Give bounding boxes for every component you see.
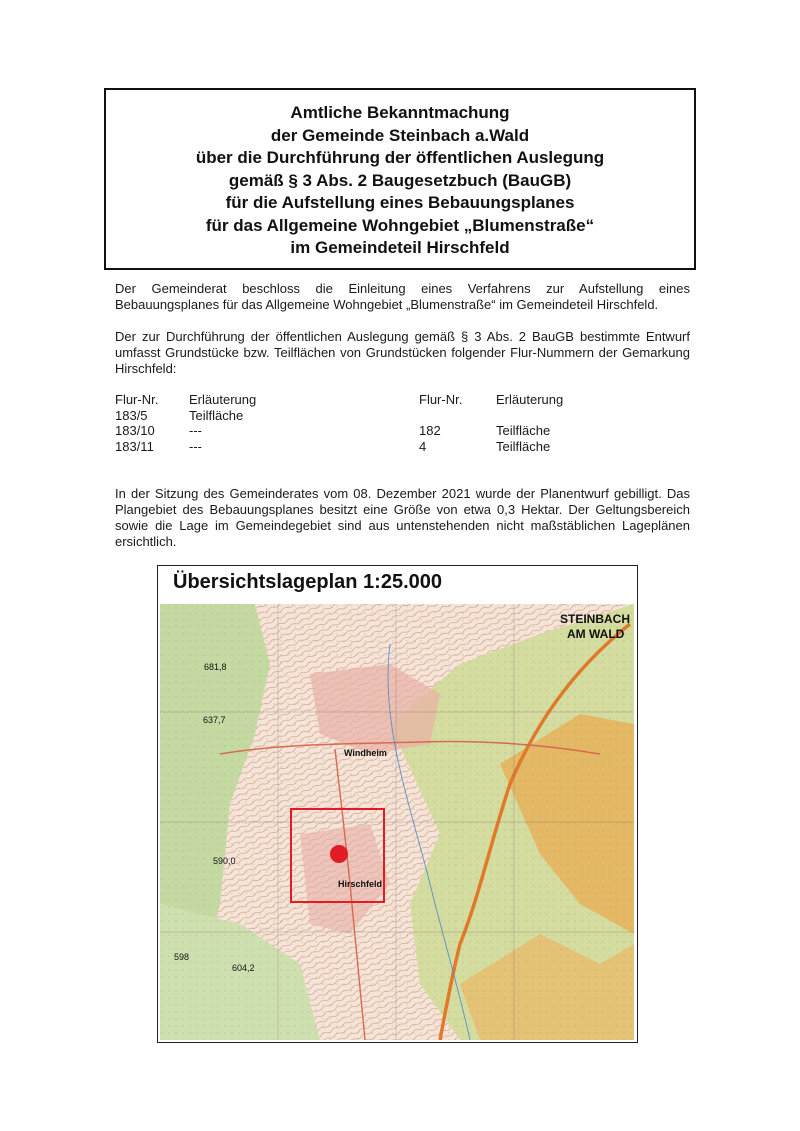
label-elevation-604: 604,2 (232, 963, 255, 973)
map-title: Übersichtslageplan 1:25.000 (173, 571, 443, 593)
label-hirschfeld: Hirschfeld (338, 879, 383, 889)
column-header-nr: Flur-Nr. (115, 392, 159, 407)
column-header-note: Erläuterung (189, 392, 257, 407)
header-line-5: für die Aufstellung eines Bebauungsplanes (225, 193, 575, 212)
parcel-note: --- (189, 438, 202, 454)
column-header-note: Erläuterung (496, 392, 564, 407)
label-town-line1: STEINBACH (560, 612, 631, 626)
overview-map-frame (157, 565, 638, 1043)
label-elevation-590: 590,0 (213, 856, 236, 866)
parcel-nr: 183/11 (115, 438, 154, 454)
plan-area-marker (330, 845, 348, 863)
header-line-4: gemäß § 3 Abs. 2 Baugesetzbuch (BauGB) (228, 170, 572, 190)
parcel-nr: 183/5 (115, 407, 148, 423)
column-header-nr: Flur-Nr. (419, 392, 463, 407)
header-line-2: der Gemeinde Steinbach a.Wald (270, 125, 530, 145)
parcel-nr: 182 (419, 423, 441, 438)
intro-paragraph: Der Gemeinderat beschloss die Einleitung eines Verfahrens zur Aufstellung eines Bebauungsplanes für das Allgemeine Wohngebiet „Blumenstraße“ im Gemeindeteil Hirschfeld. (115, 281, 690, 312)
parcel-nr: 4 (419, 438, 427, 454)
parcel-note: Teilfläche (496, 438, 551, 454)
label-town-line2: AM WALD (567, 627, 625, 641)
topographic-map (160, 604, 634, 1040)
header-line-3: über die Durchführung der öffentlichen Auslegung (195, 148, 605, 167)
scope-paragraph: Der zur Durchführung der öffentlichen Auslegung gemäß § 3 Abs. 2 BauGB bestimmte Entwurf umfasst Grundstücke bzw. Teilflächen von Grundstücken folgender Flur-Nummern der Gemarkung Hirschfeld: (115, 329, 690, 376)
announcement-header-box (104, 88, 696, 270)
parcel-nr: 183/10 (115, 423, 155, 438)
label-elevation-598: 598 (174, 952, 190, 962)
parcel-note: --- (189, 423, 202, 438)
header-line-1: Amtliche Bekanntmachung (290, 103, 510, 122)
label-elevation-681: 681,8 (204, 662, 227, 672)
label-elevation-637: 637,7 (203, 715, 226, 725)
parcel-note: Teilfläche (496, 423, 551, 438)
header-line-7: im Gemeindeteil Hirschfeld (290, 238, 510, 257)
label-windheim: Windheim (344, 748, 387, 758)
decision-paragraph: In der Sitzung des Gemeinderates vom 08. Dezember 2021 wurde der Planentwurf gebilligt. Das Plangebiet des Bebauungsplanes besitzt eine Größe von etwa 0,3 Hektar. Der Geltungsbereich sowie die Lage im Gemeindegebiet sind aus untenstehenden nicht maßstäblichen Lageplänen ersichtlich. (115, 486, 690, 549)
parcel-note: Teilfläche (189, 407, 244, 423)
header-line-6: für das Allgemeine Wohngebiet „Blumenstraße“ (205, 215, 595, 235)
